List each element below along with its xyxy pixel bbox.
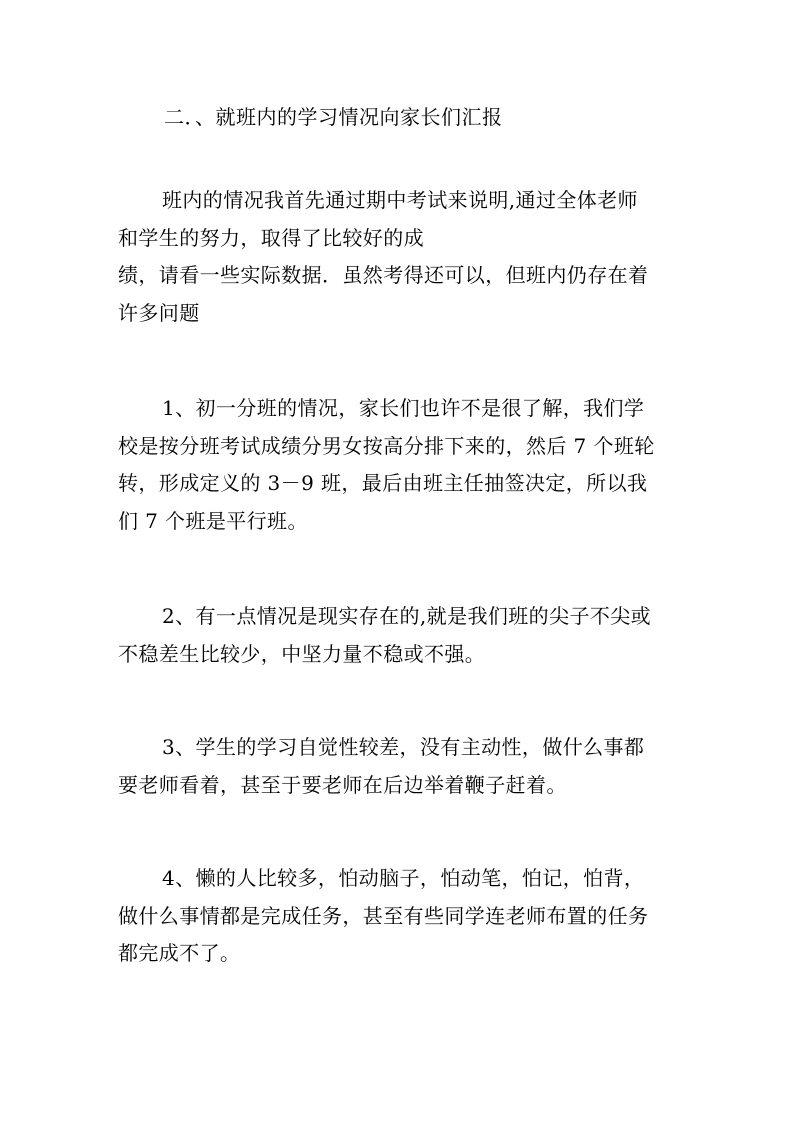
section-heading: 二．、就班内的学习情况向家长们汇报 <box>164 105 503 129</box>
paragraph-line: 要老师看着，甚至于要老师在后边举着鞭子赶着。 <box>118 772 567 797</box>
list-item-3 <box>118 729 678 804</box>
paragraph-line: 绩，请看一些实际数据．虽然考得还可以，但班内仍存在着 <box>118 263 649 287</box>
paragraph-line: 许多问题 <box>118 300 200 325</box>
paragraph-line: 2、有一点情况是现实存在的,就是我们班的尖子不尖或 <box>162 604 652 628</box>
list-item-4 <box>118 860 678 973</box>
list-item-1 <box>118 390 678 540</box>
paragraph-line: 3、学生的学习自觉性较差，没有主动性，做什么事都 <box>162 735 645 759</box>
list-item-2 <box>118 598 678 673</box>
paragraph-line: 和学生的努力，取得了比较好的成 <box>118 225 424 250</box>
paragraph-line: 1、初一分班的情况，家长们也许不是很了解，我们学 <box>162 396 645 420</box>
paragraph-line: 校是按分班考试成绩分男女按高分排下来的，然后 7 个班轮 <box>118 433 655 458</box>
paragraph-line: 转，形成定义的 3－9 班，最后由班主任抽签决定，所以我 <box>118 471 648 495</box>
paragraph-line: 4、懒的人比较多，怕动脑子，怕动笔，怕记，怕背， <box>162 866 645 890</box>
paragraph-line: 做什么事情都是完成任务，甚至有些同学连老师布置的任务 <box>118 903 649 928</box>
paragraph-line: 都完成不了。 <box>118 941 241 965</box>
paragraph-line: 不稳差生比较少，中坚力量不稳或不强。 <box>118 641 486 666</box>
paragraph-line: 班内的情况我首先通过期中考试来说明,通过全体老师 <box>162 188 638 212</box>
paragraph-line: 们 7 个班是平行班。 <box>118 508 308 533</box>
intro-paragraph <box>118 182 678 332</box>
